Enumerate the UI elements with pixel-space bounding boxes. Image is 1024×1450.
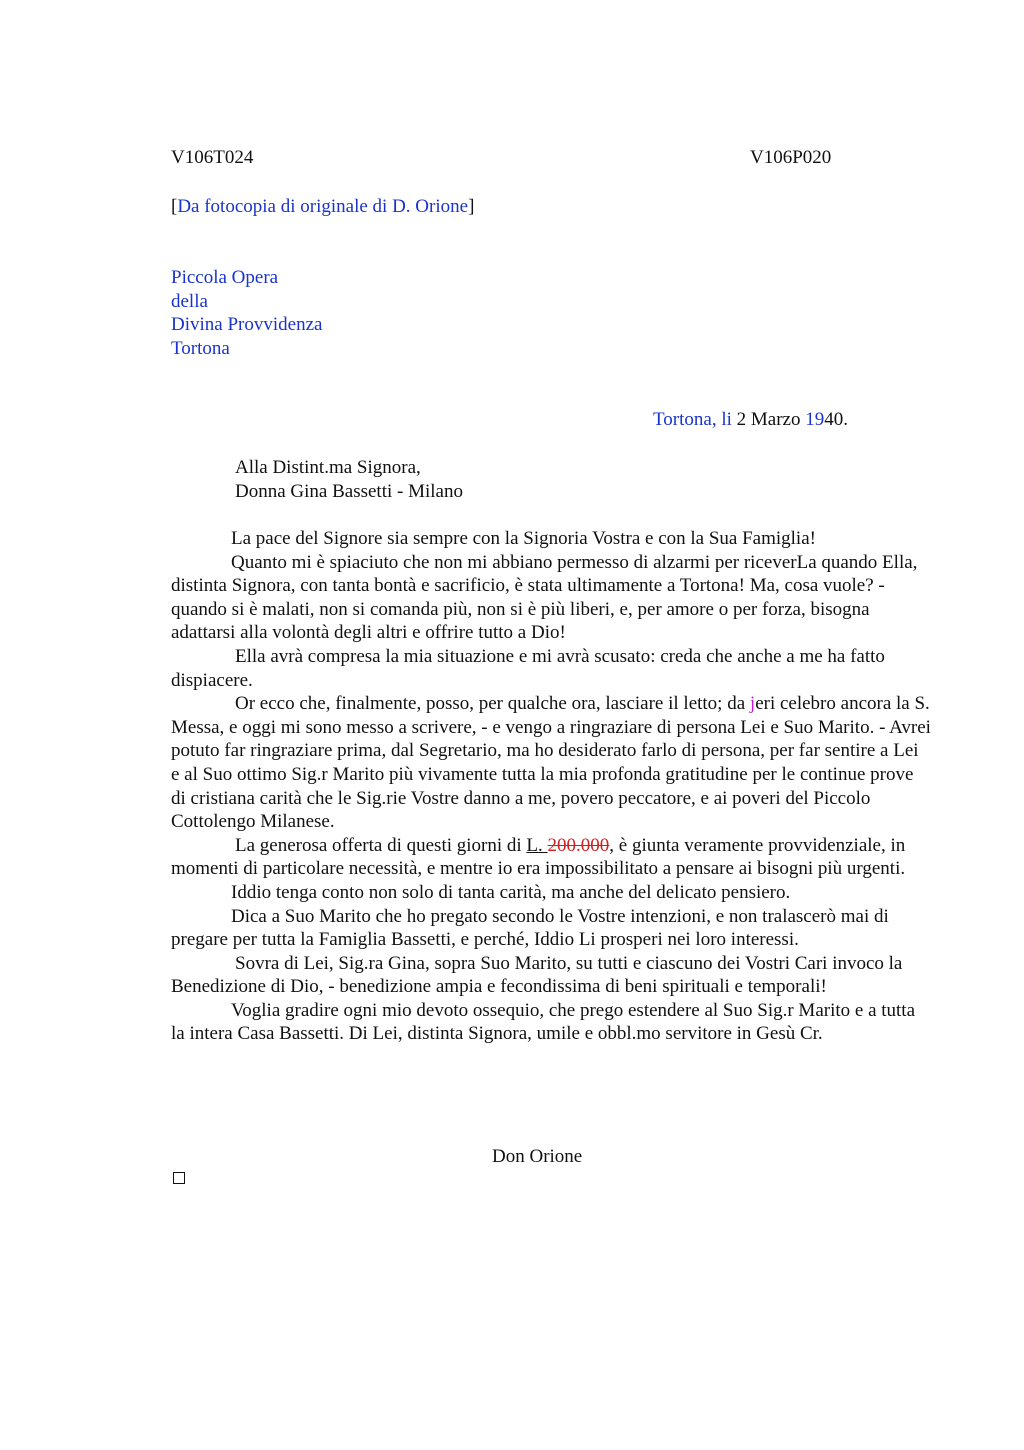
letterhead-line-1: Piccola Opera	[171, 267, 279, 288]
date-year-century: 19	[805, 409, 825, 430]
paragraph-prayers: Dica a Suo Marito che ho pregato secondo le Vostre intenzioni, e non tralascerò mai di pregare per tutta la Famiglia Bassetti, e perché, Iddio Li prosperi nei loro interessi.	[171, 905, 889, 951]
document-code-right: V106P020	[750, 147, 832, 168]
letterhead-line-2: della	[171, 290, 208, 312]
paragraph-regret: Quanto mi è spiaciuto che non mi abbiano permesso di alzarmi per riceverLa quando Ella, distinta Signora, con tanta bontà e sacrificio, è stata ultimamente a Tortona! Ma, cosa vuole? - quando si è malati, non si comanda più, non si è più liberi, e, per amore o per forza, bisogna adattarsi alla volontà degli altri e offrire tutto a Dio!	[171, 551, 918, 644]
paragraph-offering-end: , è giunta veramente provvidenziale, in momenti di particolare necessità, e mentre io era impossibilitato a pensare ai bisogni più urgenti.	[171, 834, 906, 880]
paragraph-thanks-end: eri celebro ancora la S. Messa, e oggi mi sono messo a scrivere, - e vengo a ringraziare di persona Lei e Suo Marito. - Avrei potuto far ringraziare prima, dal Segretario, ma ho desiderato farlo di persona, per far sentire a Lei e al Suo ottimo Sig.r Marito più vivamente tutta la mia profonda gratitudine per le continue prove di cristiana carità che le Sig.rie Vostre danno a me, povero peccatore, e ai poveri del Piccolo Cottolengo Milanese.	[171, 693, 931, 833]
paragraph-offering-start: La generosa offerta di questi giorni di	[235, 834, 527, 856]
paragraph-thanks	[171, 692, 931, 834]
offering-currency: L.	[526, 834, 548, 856]
document-code-left: V106T024	[171, 147, 254, 168]
paragraph-blessing-thought: Iddio tenga conto non solo di tanta carità, ma anche del delicato pensiero.	[231, 881, 791, 903]
letter-body	[171, 527, 931, 1046]
source-note-text: Da fotocopia di originale di D. Orione	[177, 196, 469, 217]
paragraph-greeting: La pace del Signore sia sempre con la Signoria Vostra e con la Sua Famiglia!	[231, 528, 816, 549]
paragraph-situation: Ella avrà compresa la mia situazione e mi avrà scusato: creda che anche a me ha fatto dispiacere.	[171, 645, 885, 691]
paragraph-offering	[171, 834, 931, 881]
addressee-line-1: Alla Distint.ma Signora,	[235, 457, 421, 478]
paragraph-benediction: Sovra di Lei, Sig.ra Gina, sopra Suo Marito, su tutti e ciascuno dei Vostri Cari invoco la Benedizione di Dio, - benedizione ampia e fecondissima di beni spirituali e temporali!	[171, 952, 903, 998]
source-note-open-bracket: [	[171, 196, 178, 217]
date-year-rest: 40.	[824, 409, 848, 430]
letter-date	[653, 408, 848, 432]
correction-mark: j	[749, 693, 756, 715]
paragraph-thanks-start: Or ecco che, finalmente, posso, per qualche ora, lasciare il letto; da	[235, 693, 750, 715]
source-note-close-bracket: ]	[468, 196, 475, 217]
date-day-month: 2 Marzo	[731, 409, 806, 430]
paragraph-closing: Voglia gradire ogni mio devoto ossequio, che prego estendere al Suo Sig.r Marito e a tutta la intera Casa Bassetti. Di Lei, distinta Signora, umile e obbl.mo servitore in Gesù Cr.	[171, 999, 916, 1045]
source-note	[171, 195, 474, 219]
signature: Don Orione	[492, 1146, 583, 1167]
checkbox-square-icon	[173, 1172, 185, 1184]
addressee-line-2: Donna Gina Bassetti - Milano	[235, 481, 463, 502]
letterhead-line-4: Tortona	[171, 337, 230, 359]
letterhead-line-3: Divina Provvidenza	[171, 314, 323, 335]
date-place: Tortona, li	[653, 409, 732, 430]
offering-amount: 200.000	[547, 834, 610, 856]
